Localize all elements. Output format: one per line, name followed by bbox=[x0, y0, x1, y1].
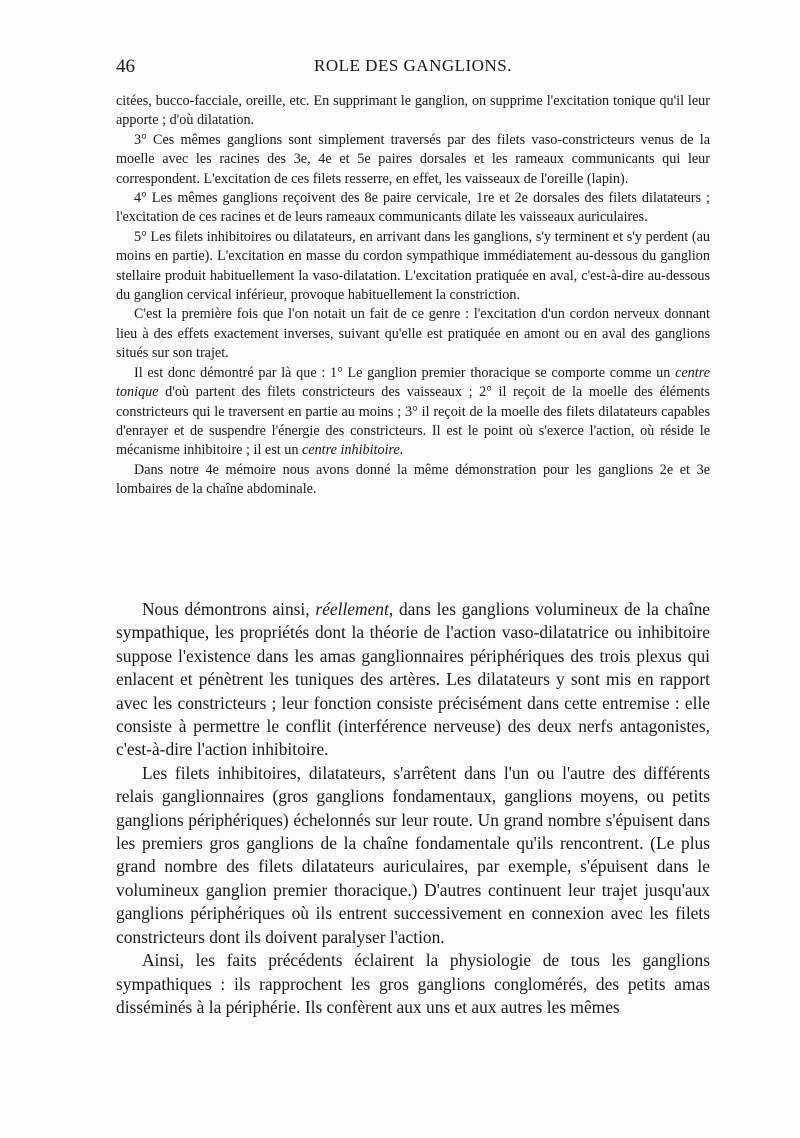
main-text-section bbox=[116, 598, 710, 1019]
italic-term: centre tonique bbox=[116, 364, 710, 401]
page-number: 46 bbox=[116, 56, 135, 77]
paragraph: Dans notre 4e mémoire nous avons donné la même démonstration pour les ganglions 2e et 3e lombaires de la chaîne abdominale. bbox=[116, 461, 710, 498]
running-title: ROLE DES GANGLIONS. bbox=[314, 56, 512, 75]
paragraph: 3° Ces mêmes ganglions sont simplement traversés par des filets vaso-constricteurs venus de la moelle avec les racines des 3e, 4e et 5e paires dorsales et les rameaux communicants qui leur correspondent. L'excitation de ces filets resserre, en effet, les vaisseaux de l'oreille (lapin). bbox=[116, 131, 710, 187]
text-run: Nous démontrons ainsi, bbox=[142, 599, 316, 619]
small-print-section bbox=[116, 92, 710, 500]
italic-term: réellement bbox=[315, 599, 389, 619]
paragraph bbox=[116, 364, 710, 461]
page-header bbox=[116, 56, 710, 84]
paragraph: 4° Les mêmes ganglions reçoivent des 8e paire cervicale, 1re et 2e dorsales des filets dilatateurs ; l'excitation de ces racines et de leurs rameaux communicants dilate les vaisseaux auriculaires. bbox=[116, 190, 710, 226]
italic-term: centre inhibitoire. bbox=[301, 442, 404, 459]
paragraph: citées, bucco-facciale, oreille, etc. En supprimant le ganglion, on supprime l'excitation tonique qu'il leur apporte ; d'où dilatation. bbox=[116, 93, 710, 129]
text-run: , dans les ganglions volumineux de la chaîne sympathique, les propriétés dont la théorie de l'action vaso-dilatatrice ou inhibitoire suppose l'existence dans les amas ganglionnaires périphériques des trois plexus qui enlacent et pénètrent les tuniques des artères. Les dilatateurs y sont mis en rapport avec les constricteurs ; leur fonction consiste précisément dans cette entremise : elle consiste à permettre le conflit (interférence nerveuse) des deux nerfs antagonistes, c'est-à-dire l'action inhibitoire. bbox=[116, 599, 710, 760]
paragraph bbox=[116, 598, 710, 762]
paragraph: C'est la première fois que l'on notait un fait de ce genre : l'excitation d'un cordon nerveux donnant lieu à des effets exactement inverses, suivant qu'elle est pratiquée en amont ou en aval des ganglions situés sur son trajet. bbox=[116, 306, 710, 362]
paragraph: Les filets inhibitoires, dilatateurs, s'arrêtent dans l'un ou l'autre des différents relais ganglionnaires (gros ganglions fondamentaux, ganglions moyens, ou petits ganglions périphériques) échelonnés sur leur route. Un grand nombre s'épuisent dans les premiers gros ganglions de la chaîne fondamentale qu'ils rencontrent. (Le plus grand nombre des filets dilatateurs auriculaires, par exemple, s'épuisent dans le volumineux ganglion premier thoracique.) D'autres continuent leur trajet jusqu'aux ganglions périphériques où ils entrent successivement en connexion avec les filets constricteurs dont ils doivent paralyser l'action. bbox=[116, 762, 710, 947]
paragraph: 5° Les filets inhibitoires ou dilatateurs, en arrivant dans les ganglions, s'y terminent et s'y perdent (au moins en partie). L'excitation en masse du cordon sympathique immédiatement au-dessous du ganglion stellaire produit habituellement la vaso-dilatation. L'excitation pratiquée en aval, c'est-à-dire au-dessous du ganglion cervical inférieur, provoque habituellement la constriction. bbox=[116, 228, 710, 304]
text-run: Il est donc démontré par là que : 1° Le ganglion premier thoracique se comporte comme un bbox=[134, 364, 676, 381]
text-run: d'où partent des filets constricteurs des vaisseaux ; 2° il reçoit de la moelle des éléments constricteurs qui le traversent en partie au moins ; 3° il reçoit de la moelle des filets dilatateurs capables d'enrayer et de suspendre l'énergie des constricteurs. Il est le point où s'exerce l'action, où réside le mécanisme inhibitoire ; il est un bbox=[116, 384, 710, 459]
paragraph: Ainsi, les faits précédents éclairent la physiologie de tous les ganglions sympathiques : ils rapprochent les gros ganglions conglomérés, des petits amas disséminés à la périphérie. Ils confèrent aux uns et aux autres les mêmes bbox=[116, 950, 710, 1017]
